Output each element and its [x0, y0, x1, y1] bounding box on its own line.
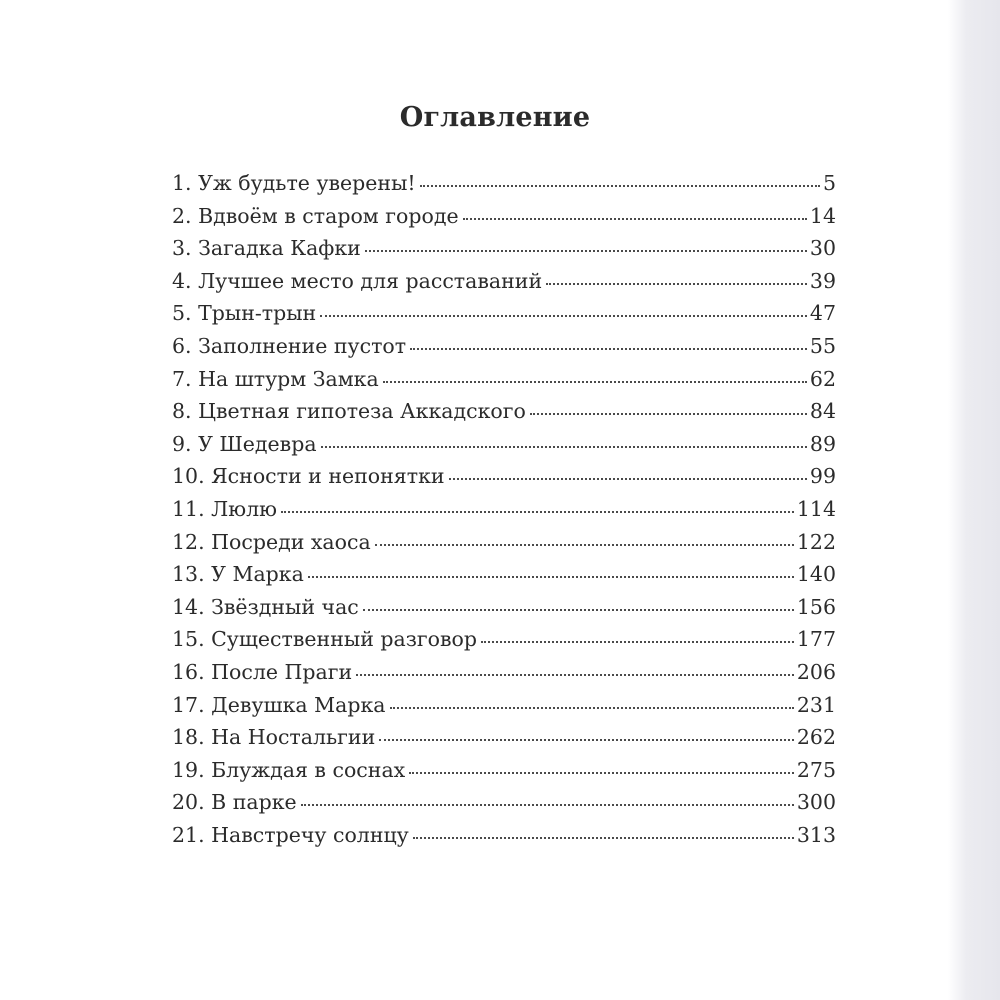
toc-entry — [172, 526, 836, 559]
toc-entry — [172, 591, 836, 624]
toc-entry — [172, 558, 836, 591]
toc-entry — [172, 200, 836, 233]
toc-entry-title: 9. У Шедевра — [172, 431, 317, 456]
dot-leader — [530, 413, 807, 415]
toc-entry-title: 17. Девушка Марка — [172, 692, 386, 717]
toc-entry-page-number: 313 — [796, 822, 836, 847]
dot-leader — [365, 250, 807, 252]
toc-entry-title: 12. Посреди хаоса — [172, 529, 371, 554]
toc-entry — [172, 623, 836, 656]
toc-entry — [172, 689, 836, 722]
toc-entry — [172, 786, 836, 819]
toc-entry-page-number: 55 — [809, 333, 836, 358]
toc-entry-title: 13. У Марка — [172, 562, 304, 587]
toc-entry-page-number: 300 — [796, 790, 836, 815]
toc-entry-title: 19. Блуждая в соснах — [172, 757, 406, 782]
toc-entry — [172, 395, 836, 428]
dot-leader — [390, 707, 794, 709]
toc-entry-title: 15. Существенный разговор — [172, 627, 477, 652]
toc-entry-page-number: 275 — [796, 757, 836, 782]
toc-entry-page-number: 99 — [809, 464, 836, 489]
dot-leader — [410, 348, 807, 350]
dot-leader — [383, 381, 807, 383]
toc-entry-title: 1. Уж будьте уверены! — [172, 171, 416, 195]
toc-entry-page-number: 62 — [809, 366, 836, 391]
toc-entry — [172, 721, 836, 754]
dot-leader — [463, 218, 807, 220]
dot-leader — [356, 674, 794, 676]
toc-entry-page-number: 30 — [809, 236, 836, 261]
dot-leader — [413, 837, 794, 839]
dot-leader — [420, 185, 820, 187]
toc-entry — [172, 460, 836, 493]
toc-entry-title: 6. Заполнение пустот — [172, 333, 407, 358]
toc-entry-page-number: 206 — [796, 659, 836, 684]
page-title: Оглавление — [399, 102, 591, 133]
dot-leader — [409, 772, 794, 774]
toc-entry-title: 21. Навстречу солнцу — [172, 822, 409, 847]
toc-entry-title: 20. В парке — [172, 790, 297, 815]
toc-entry — [172, 330, 836, 363]
toc-entry-page-number: 47 — [809, 301, 836, 326]
dot-leader — [481, 641, 794, 643]
toc-entry-page-number: 14 — [809, 203, 836, 228]
toc-entry — [172, 493, 836, 526]
toc-entry-title: 11. Люлю — [172, 496, 277, 521]
dot-leader — [363, 609, 794, 611]
toc-entry-title: 8. Цветная гипотеза Аккадского — [172, 399, 526, 424]
dot-leader — [301, 804, 794, 806]
toc-entry — [172, 819, 836, 852]
toc-entry-page-number: 114 — [796, 496, 836, 521]
toc-entry-page-number: 5 — [822, 171, 836, 195]
toc-entry — [172, 265, 836, 298]
toc-entry-title: 7. На штурм Замка — [172, 366, 379, 391]
toc-entry — [172, 363, 836, 396]
toc-entry — [172, 428, 836, 461]
toc-entry-title: 4. Лучшее место для расставаний — [172, 268, 543, 293]
toc-entry-page-number: 89 — [809, 431, 836, 456]
toc-entry-page-number: 177 — [796, 627, 836, 652]
toc-entry-page-number: 156 — [796, 594, 836, 619]
dot-leader — [308, 576, 794, 578]
toc-entry-page-number: 84 — [809, 399, 836, 424]
toc-entry-title: 3. Загадка Кафки — [172, 236, 361, 261]
dot-leader — [546, 283, 807, 285]
toc-entry — [172, 656, 836, 689]
toc-entry-page-number: 39 — [809, 268, 836, 293]
toc-entry-title: 2. Вдвоём в старом городе — [172, 203, 459, 228]
toc-entry — [172, 232, 836, 265]
dot-leader — [379, 739, 794, 741]
toc-entry-title: 16. После Праги — [172, 659, 353, 684]
dot-leader — [281, 511, 794, 513]
dot-leader — [320, 315, 807, 317]
toc-entry-page-number: 231 — [796, 692, 836, 717]
table-of-contents — [172, 167, 836, 851]
page-edge-shadow — [948, 0, 1000, 1000]
dot-leader — [321, 446, 807, 448]
toc-entry-page-number: 140 — [796, 562, 836, 587]
toc-entry — [172, 297, 836, 330]
toc-entry-title: 18. На Ностальгии — [172, 725, 376, 750]
toc-entry-title: 5. Трын-трын — [172, 301, 317, 326]
toc-entry-page-number: 122 — [796, 529, 836, 554]
dot-leader — [375, 544, 794, 546]
toc-entry-title: 14. Звёздный час — [172, 594, 359, 619]
toc-entry — [172, 754, 836, 787]
toc-entry — [172, 167, 836, 200]
dot-leader — [449, 478, 807, 480]
toc-entry-page-number: 262 — [796, 725, 836, 750]
toc-entry-title: 10. Ясности и непонятки — [172, 464, 445, 489]
